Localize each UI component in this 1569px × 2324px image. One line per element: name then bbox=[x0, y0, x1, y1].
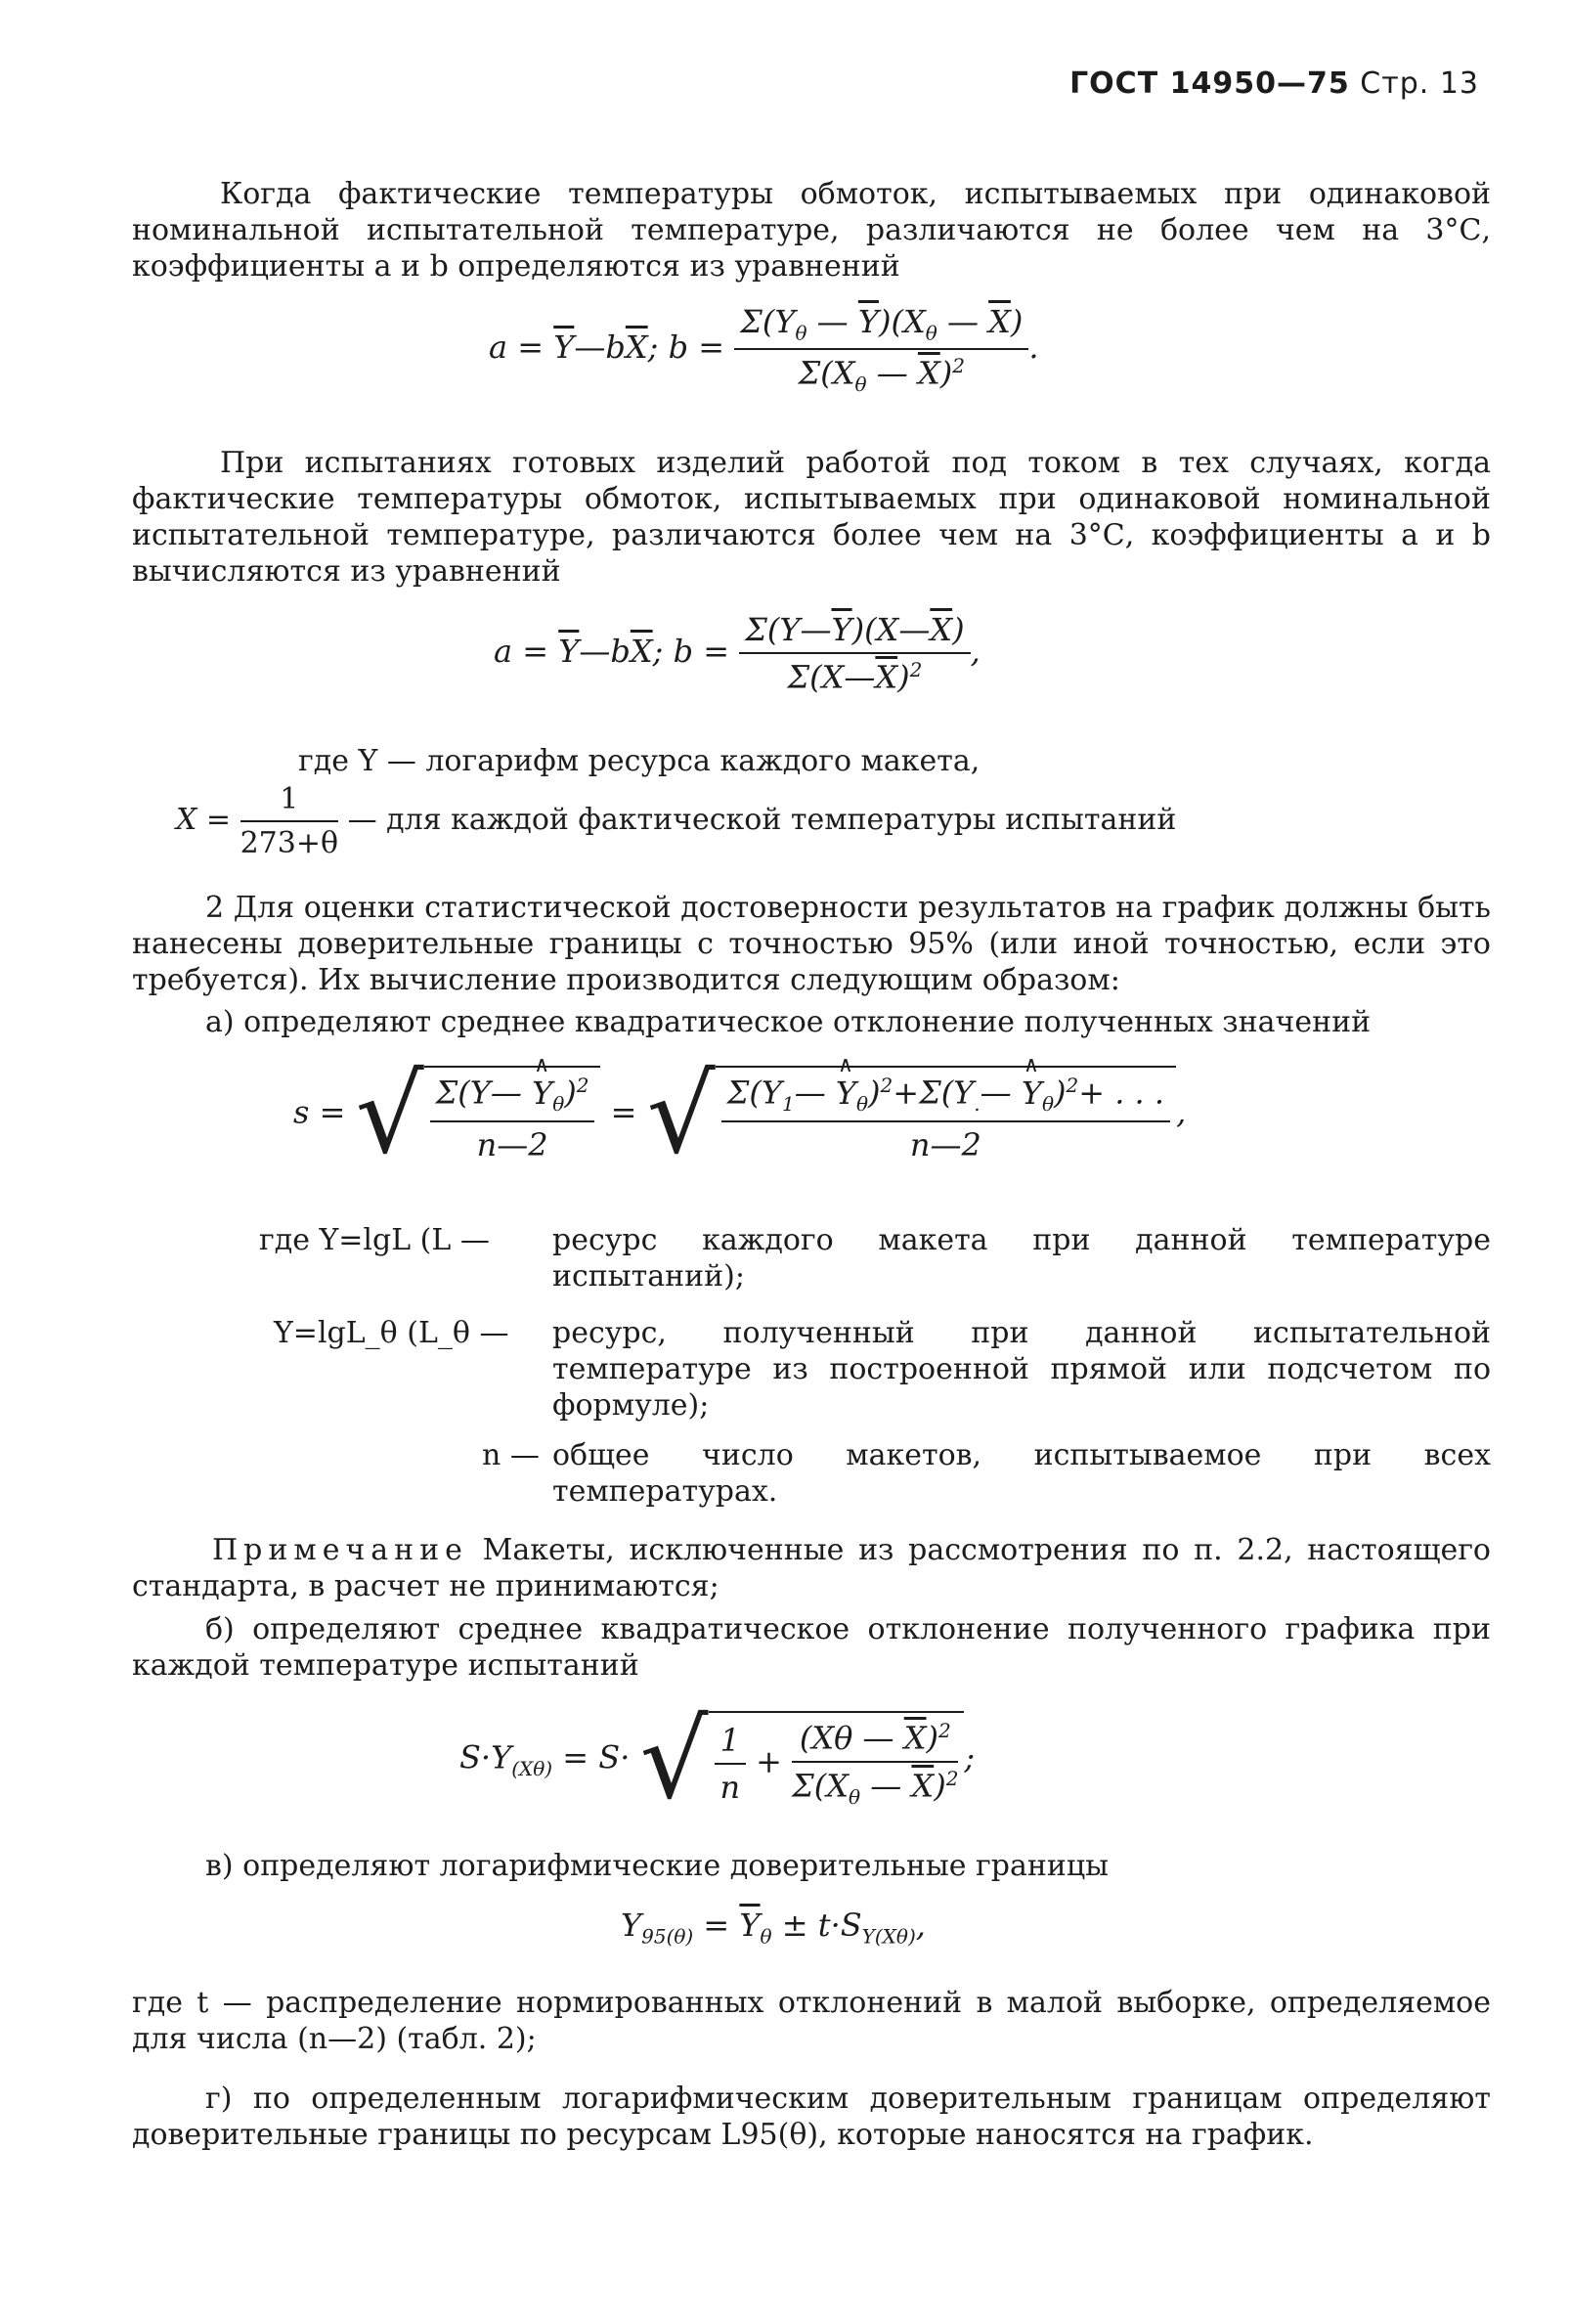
paragraph-3a: а) определяют среднее квадратическое отклонение полученных значений bbox=[205, 1005, 1372, 1039]
def2-right: ресурс, полученный при данной испытательной температуре из построенной прямой или подсчетом по формуле); bbox=[552, 1316, 1491, 1423]
where-t: где t — распределение нормированных отклонений в малой выборке, определяемое для числа (n—2) (табл. 2); bbox=[132, 1986, 1491, 2056]
formula-y95: $Y_{95(\theta)} = \overline{Y}_\theta \pm t\cdot S_{Y(X\theta)}$, bbox=[621, 1907, 926, 1949]
paragraph-v: в) определяют логарифмические доверительные границы bbox=[205, 1849, 1110, 1883]
formula-ab-1: $a = \overline{Y}—b\overline{X}$; b = $\frac{\Sigma(Y_\theta — \overline{Y})(X_\theta — \overline{X})}{\Sigma(X_\theta — \overline{X})^2}$ . bbox=[489, 303, 1039, 397]
def3-right: общее число макетов, испытываемое при всех температурах. bbox=[552, 1438, 1491, 1509]
def1-left: где Y=lgL (L — bbox=[259, 1223, 490, 1257]
def3-left: n — bbox=[482, 1438, 540, 1472]
formula-ab-2: $a = \overline{Y}—b\overline{X}$; b = $\frac{\Sigma(Y—\overline{Y})(X—\overline{X})}{\Sigma(X—\overline{X})^2}$ , bbox=[494, 611, 981, 696]
formula-s: s = √ $\frac{\Sigma(Y— \wedge Y_\theta)^2}{n—2}$ = √ $\frac{\Sigma(Y_1— \wedge Y_\theta)^2+\Sigma(Y_.— \wedge Y_\theta)^2+ . . .}{n—2}$ , bbox=[293, 1061, 1186, 1168]
paragraph-2: При испытаниях готовых изделий работой под током в тех случаях, когда фактические температуры обмоток, испытываемых при одинаковой номинальной испытательной температуре, различаются более чем на 3°С, коэффициенты a и b вычисляются из уравнений bbox=[132, 446, 1491, 589]
page-header: ГОСТ 14950—75 Стр. 13 bbox=[1069, 66, 1479, 101]
paragraph-b: б) определяют среднее квадратическое отклонение полученного графика при каждой температуре испытаний bbox=[132, 1612, 1491, 1683]
paragraph-g: г) по определенным логарифмическим доверительным границам определяют доверительные границы по ресурсам L95(θ), которые наносятся на график. bbox=[132, 2082, 1491, 2152]
paragraph-1: Когда фактические температуры обмоток, испытываемых при одинаковой номинальной испытательной температуре, различаются не более чем на 3°С, коэффициенты a и b определяются из уравнений bbox=[132, 177, 1491, 284]
formula-sy: $S\cdot Y_{(X\theta)} = S\cdot$ √ $\frac{1}{n}$ + $\frac{(X\theta — \overline{X})^2}{\Sigma(X_\theta — \overline{X})^2}$ ; bbox=[459, 1697, 976, 1822]
paragraph-3: 2 Для оценки статистической достоверности результатов на график должны быть нанесены доверительные границы с точностью 95% (или иной точностью, если это требуется). Их вычисление производится следующим образом: bbox=[132, 891, 1491, 997]
def1-right: ресурс каждого макета при данной температуре испытаний); bbox=[552, 1223, 1491, 1294]
where-y-definition: где Y — логарифм ресурса каждого макета, bbox=[298, 744, 981, 778]
x-definition: X = $\frac{1}{273+\theta}$ — для каждой фактической температуры испытаний bbox=[176, 782, 1177, 860]
def2-left: Y=lgL_θ (L_θ — bbox=[274, 1316, 509, 1350]
note: Примечание Макеты, исключенные из рассмотрения по п. 2.2, настоящего стандарта, в расчет не принимаются; bbox=[132, 1533, 1491, 1603]
